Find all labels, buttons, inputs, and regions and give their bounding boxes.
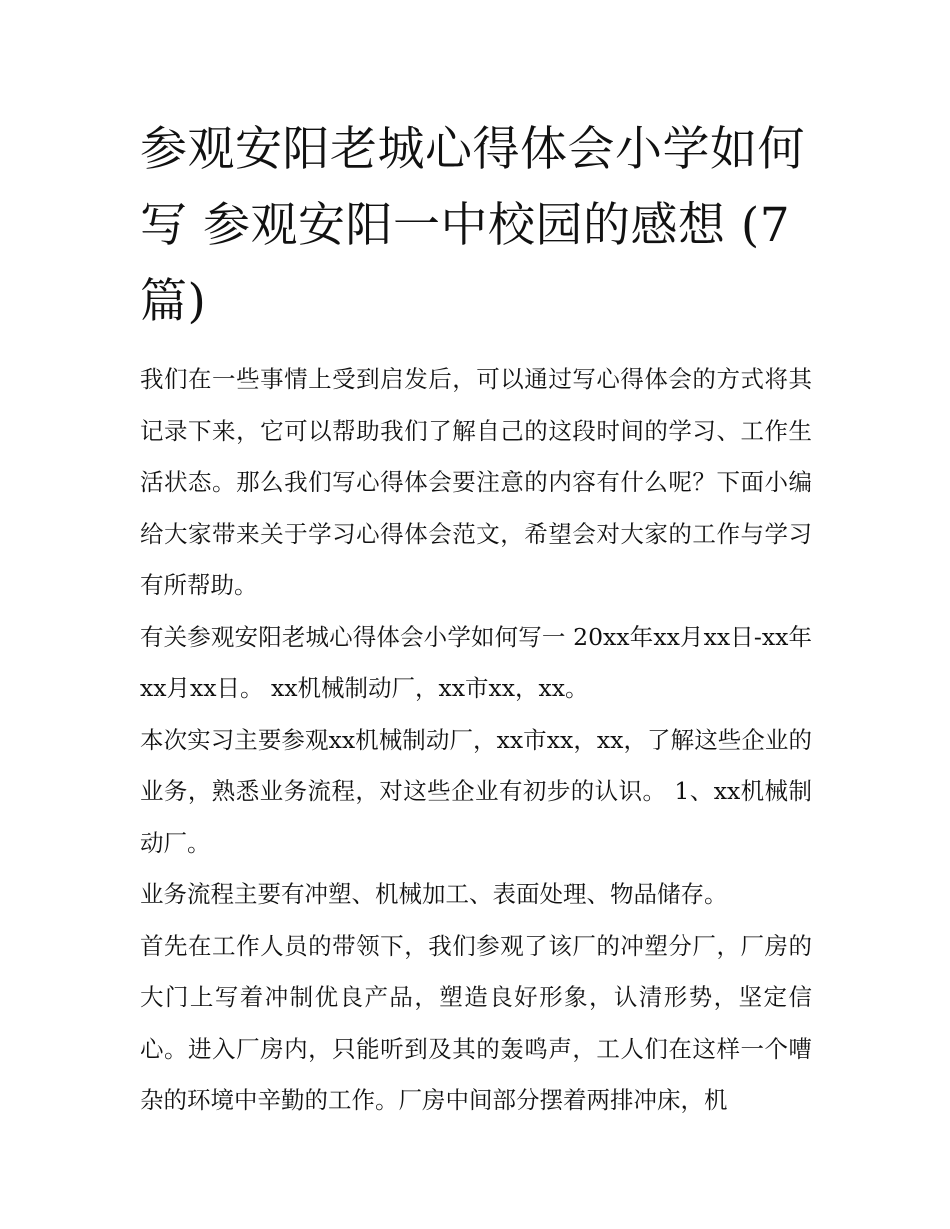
paragraph-purpose: 本次实习主要参观xx机械制动厂，xx市xx，xx，了解这些企业的业务，熟悉业务流程，对这些企业有初步的认识。 1、xx机械制动厂。 — [140, 725, 812, 857]
paragraph-date-location: 有关参观安阳老城心得体会小学如何写一 20xx年xx月xx日-xx年xx月xx日。 xx机械制动厂，xx市xx，xx。 — [140, 622, 812, 702]
paragraph-intro: 我们在一些事情上受到启发后，可以通过写心得体会的方式将其记录下来，它可以帮助我们了解自己的这段时间的学习、工作生活状态。那么我们写心得体会要注意的内容有什么呢？下面小编给大家带来关于学习心得体会范文，希望会对大家的工作与学习有所帮助。 — [140, 365, 812, 599]
paragraph-process: 业务流程主要有冲塑、机械加工、表面处理、物品储存。 — [140, 880, 728, 908]
document-title: 参观安阳老城心得体会小学如何写 参观安阳一中校园的感想 (7篇) — [140, 122, 805, 329]
document-page — [140, 112, 812, 1127]
paragraph-visit: 首先在工作人员的带领下，我们参观了该厂的冲塑分厂，厂房的大门上写着冲制优良产品，塑造良好形象，认清形势，坚定信心。进入厂房内，只能听到及其的轰鸣声，工人们在这样一个嘈杂的环境中辛勤的工作。厂房中间部分摆着两排冲床，机 — [140, 931, 812, 1114]
